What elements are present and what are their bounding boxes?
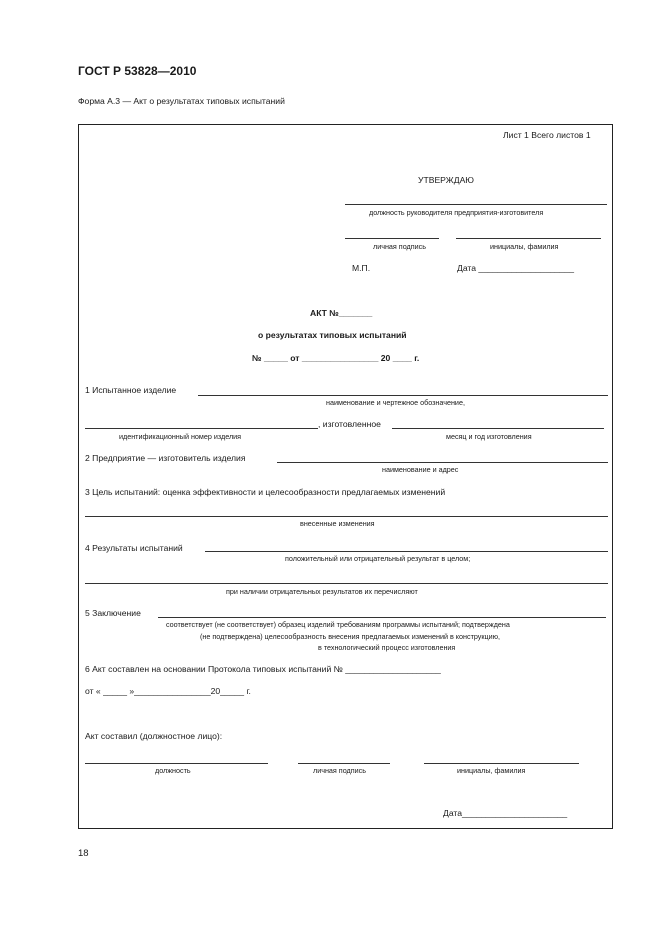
item1-line — [198, 395, 608, 396]
item6-date: от « _____ »________________20_____ г. — [85, 686, 251, 696]
item4-line — [205, 551, 608, 552]
approve-signature-caption: личная подпись — [373, 242, 426, 251]
item2-caption: наименование и адрес — [382, 465, 459, 474]
composer-initials-caption: инициалы, фамилия — [457, 766, 526, 775]
item1-id-caption: идентификационный номер изделия — [119, 432, 242, 441]
item4-caption: положительный или отрицательный результат в целом; — [285, 554, 471, 563]
sheet-info: Лист 1 Всего листов 1 — [503, 130, 591, 140]
act-title: АКТ №_______ — [310, 308, 373, 318]
approve-position-line — [345, 204, 607, 205]
composer-position-caption: должность — [155, 766, 191, 775]
item1-caption: наименование и чертежное обозначение, — [326, 398, 465, 407]
item4-line-2 — [85, 583, 608, 584]
item3-line — [85, 516, 608, 517]
composer-initials-line — [424, 763, 579, 764]
composer-signature-line — [298, 763, 390, 764]
approve-signature-line — [345, 238, 439, 239]
act-subtitle: о результатах типовых испытаний — [258, 330, 407, 340]
composer-label: Акт составил (должностное лицо): — [85, 731, 223, 741]
item5-caption-2: (не подтверждена) целесообразность внесения предлагаемых изменений в конструкцию, — [200, 632, 501, 641]
act-number-line: № _____ от ________________ 20 ____ г. — [252, 353, 420, 363]
document-header: ГОСТ Р 53828—2010 — [78, 64, 197, 78]
approve-title: УТВЕРЖДАЮ — [418, 175, 474, 185]
item5-caption-1: соответствует (не соответствует) образец изделий требованиям программы испытаний; подтверждена — [166, 620, 510, 629]
approve-date: Дата ____________________ — [457, 263, 575, 273]
item5-line — [158, 617, 606, 618]
approve-initials-line — [456, 238, 601, 239]
composer-date: Дата______________________ — [443, 808, 568, 818]
item5-caption-3: в технологический процесс изготовления — [318, 643, 456, 652]
item6-label: 6 Акт составлен на основании Протокола типовых испытаний № ____________________ — [85, 664, 441, 674]
item4-label: 4 Результаты испытаний — [85, 543, 183, 553]
form-title: Форма А.3 — Акт о результатах типовых испытаний — [78, 96, 285, 106]
approve-position-caption: должность руководителя предприятия-изготовителя — [369, 208, 544, 217]
item4-caption-2: при наличии отрицательных результатов их перечисляют — [226, 587, 418, 596]
seal-label: М.П. — [352, 263, 371, 273]
item1-made-label: , изготовленное — [318, 419, 381, 429]
form-frame — [78, 124, 613, 829]
item5-label: 5 Заключение — [85, 608, 141, 618]
item2-line — [277, 462, 608, 463]
page-number: 18 — [78, 848, 89, 859]
item1-label: 1 Испытанное изделие — [85, 385, 177, 395]
item3-caption: внесенные изменения — [300, 519, 375, 528]
composer-signature-caption: личная подпись — [313, 766, 366, 775]
composer-position-line — [85, 763, 268, 764]
item3-label: 3 Цель испытаний: оценка эффективности и целесообразности предлагаемых изменений — [85, 487, 446, 497]
item1-id-line — [85, 428, 318, 429]
item2-label: 2 Предприятие — изготовитель изделия — [85, 453, 246, 463]
item1-date-caption: месяц и год изготовления — [446, 432, 532, 441]
approve-initials-caption: инициалы, фамилия — [490, 242, 559, 251]
item1-date-line — [392, 428, 604, 429]
